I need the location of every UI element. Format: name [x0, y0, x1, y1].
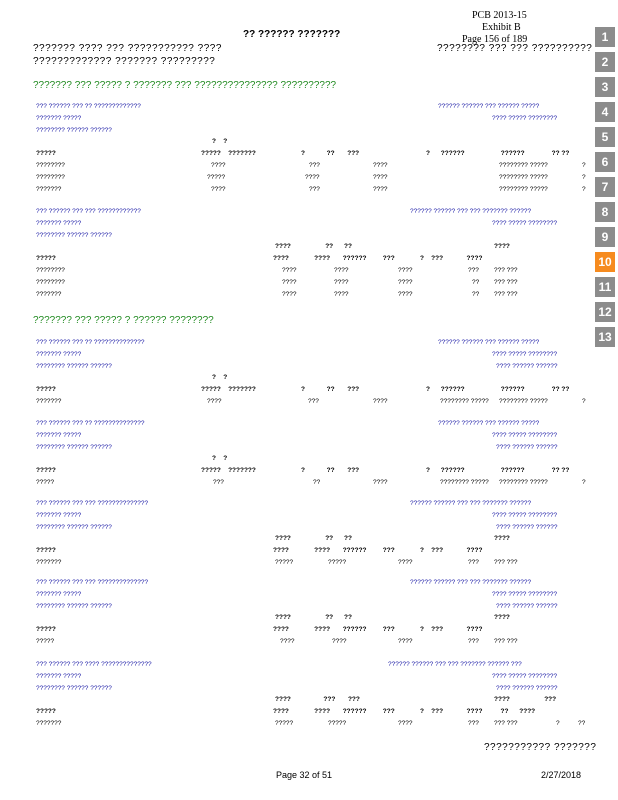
record-block-line: ??? ?????? ??? ??? ????????????: [36, 208, 141, 215]
table-cell: ????: [398, 638, 413, 645]
table-cell: ??: [472, 279, 480, 286]
table-cell: ???: [213, 479, 224, 486]
table-header-row: ???? ?? ??: [275, 614, 352, 621]
table-header-row: ????? ??????? ? ?? ???: [201, 386, 360, 393]
record-block-right: ???? ?????? ??????: [496, 363, 558, 370]
table-cell: ?: [582, 479, 586, 486]
table-cell: ?: [582, 186, 586, 193]
table-header-row: ???? ???: [494, 696, 557, 703]
record-block-right: ?????? ?????? ??? ??? ??????? ??????: [410, 500, 532, 507]
header-right-line1: ???????? ??? ??? ??????????: [437, 43, 593, 54]
table-header-row: ????? ??????? ? ?? ???: [201, 467, 360, 474]
table-header-row: ????: [494, 243, 510, 250]
record-block-line: ??????? ?????: [36, 512, 82, 519]
record-block-right: ?????? ?????? ??? ?????? ?????: [438, 339, 540, 346]
table-cell: ?????: [275, 720, 294, 727]
table-cell: ???????? ?????: [499, 174, 548, 181]
record-block-line: ???????? ?????? ??????: [36, 127, 112, 134]
table-cell: ????: [373, 162, 388, 169]
table-cell: ????: [282, 279, 297, 286]
table-header-row: ? ?????? ?????? ?? ??: [426, 386, 570, 393]
page-link-13[interactable]: 13: [595, 327, 615, 347]
table-cell: ????: [373, 398, 388, 405]
table-header-row: ???? ?? ??: [275, 243, 352, 250]
table-cell: ???????? ?????: [499, 398, 548, 405]
table-cell: ????: [282, 267, 297, 274]
table-row: ???????: [36, 186, 62, 193]
table-cell: ???: [308, 398, 319, 405]
table-cell: ???: [309, 162, 320, 169]
column-marker: ? ?: [212, 455, 228, 462]
record-block-line: ??????? ?????: [36, 115, 82, 122]
table-header-row: ?????: [36, 386, 56, 393]
record-block-line: ??? ?????? ??? ?? ??????????????: [36, 339, 145, 346]
table-row: ???????: [36, 720, 62, 727]
table-cell: ????: [398, 291, 413, 298]
exhibit-code: PCB 2013-15: [472, 10, 527, 21]
table-cell: ???: [468, 559, 479, 566]
table-cell: ????: [305, 174, 320, 181]
record-block-right: ???? ?????? ??????: [496, 603, 558, 610]
record-block-right: ???? ????? ????????: [492, 512, 558, 519]
record-block-line: ???????? ?????? ??????: [36, 603, 112, 610]
table-cell: ??? ???: [494, 720, 518, 727]
record-block-line: ??? ?????? ??? ??? ??????????????: [36, 579, 149, 586]
section-heading-1: ??????? ??? ????? ? ??????? ??? ??????????????? ??????????: [33, 80, 337, 91]
record-block-right: ???? ?????? ??????: [496, 524, 558, 531]
table-cell: ???????? ?????: [499, 162, 548, 169]
record-block-right: ???? ????? ????????: [492, 115, 558, 122]
record-block-right: ?????? ?????? ??? ?????? ?????: [438, 420, 540, 427]
page-link-8[interactable]: 8: [595, 202, 615, 222]
record-block-line: ???????? ?????? ??????: [36, 685, 112, 692]
table-cell: ?: [556, 720, 560, 727]
exhibit-label: Exhibit B: [482, 22, 521, 33]
table-row: ???????: [36, 559, 62, 566]
table-cell: ???: [468, 638, 479, 645]
table-header-row: ???? ?? ??: [275, 535, 352, 542]
page-link-5[interactable]: 5: [595, 127, 615, 147]
table-row: ????????: [36, 267, 65, 274]
record-block-line: ??????? ?????: [36, 432, 82, 439]
table-cell: ???: [468, 267, 479, 274]
table-cell: ??? ???: [494, 291, 518, 298]
record-block-line: ??? ?????? ??? ??? ??????????????: [36, 500, 149, 507]
table-cell: ??? ???: [494, 279, 518, 286]
page-link-12[interactable]: 12: [595, 302, 615, 322]
table-cell: ????: [334, 267, 349, 274]
page-link-7[interactable]: 7: [595, 177, 615, 197]
record-block-line: ???????? ?????? ??????: [36, 363, 112, 370]
table-cell: ??: [472, 291, 480, 298]
header-left-line1: ??????? ???? ??? ??????????? ????: [33, 43, 222, 54]
table-cell: ???: [468, 720, 479, 727]
table-cell: ??? ???: [494, 638, 518, 645]
table-cell: ????: [211, 162, 226, 169]
section-heading-2: ??????? ??? ????? ? ?????? ????????: [33, 315, 214, 326]
header-left-line2: ????????????? ??????? ?????????: [33, 56, 216, 67]
table-header-row: ?????: [36, 255, 56, 262]
record-block-line: ???????? ?????? ??????: [36, 524, 112, 531]
table-header-row: ? ?????? ?????? ?? ??: [426, 467, 570, 474]
column-marker: ? ?: [212, 138, 228, 145]
table-header-row: ?????: [36, 626, 56, 633]
table-cell: ????: [334, 279, 349, 286]
table-cell: ????: [211, 186, 226, 193]
table-cell: ?????: [328, 559, 347, 566]
table-cell: ?????: [328, 720, 347, 727]
page-link-2[interactable]: 2: [595, 52, 615, 72]
table-cell: ???????? ?????: [499, 186, 548, 193]
table-cell: ??: [313, 479, 321, 486]
column-marker: ? ?: [212, 374, 228, 381]
table-header-row: ?????: [36, 547, 56, 554]
table-header-row: ????: [494, 535, 510, 542]
table-header-row: ?????: [36, 708, 56, 715]
page-number: Page 32 of 51: [276, 770, 333, 780]
record-block-line: ??? ?????? ??? ???? ??????????????: [36, 661, 152, 668]
page-link-11[interactable]: 11: [595, 277, 615, 297]
page-link-10-active[interactable]: 10: [595, 252, 615, 272]
table-row: ?????: [36, 638, 55, 645]
record-block-line: ???????? ?????? ??????: [36, 232, 112, 239]
record-block-line: ??????? ?????: [36, 591, 82, 598]
table-cell: ???: [309, 186, 320, 193]
record-block-right: ???? ?????? ??????: [496, 685, 558, 692]
record-block-line: ???????? ?????? ??????: [36, 444, 112, 451]
record-block-line: ??????? ?????: [36, 351, 82, 358]
table-cell: ????: [373, 174, 388, 181]
table-cell: ????: [373, 479, 388, 486]
table-row: ???????: [36, 398, 62, 405]
table-cell: ????: [398, 720, 413, 727]
table-row: ?????: [36, 479, 55, 486]
table-cell: ?????: [275, 559, 294, 566]
page-link-1[interactable]: 1: [595, 27, 615, 47]
record-block-right: ?????? ?????? ??? ??? ??????? ??????: [410, 579, 532, 586]
table-header-row: ???? ??? ???: [275, 696, 360, 703]
record-block-right: ???? ????? ????????: [492, 432, 558, 439]
table-cell: ?????: [207, 174, 226, 181]
table-header-row: ???? ???? ?????? ??? ? ??? ????: [273, 547, 483, 554]
table-header-row: ?????: [36, 467, 56, 474]
table-row: ????????: [36, 162, 65, 169]
table-header-row: ???? ???? ?????? ??? ? ??? ????: [273, 255, 483, 262]
document-date: 2/27/2018: [541, 770, 582, 780]
table-cell: ????: [398, 267, 413, 274]
table-cell: ????: [373, 186, 388, 193]
record-block-line: ??????? ?????: [36, 673, 82, 680]
table-header-row: ????? ??????? ? ?? ???: [201, 150, 360, 157]
table-cell: ?: [582, 162, 586, 169]
record-block-right: ?????? ?????? ??? ?????? ?????: [438, 103, 540, 110]
exhibit-page: Page 156 of 189: [462, 34, 528, 45]
page-link-4[interactable]: 4: [595, 102, 615, 122]
table-cell: ??? ???: [494, 267, 518, 274]
record-block-right: ?????? ?????? ??? ??? ??????? ??????: [410, 208, 532, 215]
table-cell: ????: [280, 638, 295, 645]
record-block-right: ???? ????? ????????: [492, 220, 558, 227]
table-row: ????????: [36, 174, 65, 181]
table-header-row: ???? ???? ?????? ??? ? ??? ???? ?? ????: [273, 708, 536, 715]
record-block-right: ???? ?????? ??????: [496, 444, 558, 451]
table-cell: ???????? ?????: [499, 479, 548, 486]
table-cell: ????: [334, 291, 349, 298]
table-cell: ????: [207, 398, 222, 405]
table-header-row: ?????: [36, 150, 56, 157]
record-block-right: ???? ????? ????????: [492, 673, 558, 680]
record-block-right: ???? ????? ????????: [492, 591, 558, 598]
table-header-row: ???? ???? ?????? ??? ? ??? ????: [273, 626, 483, 633]
table-cell: ?: [582, 398, 586, 405]
record-block-right: ?????? ?????? ??? ??? ??????? ?????? ???: [388, 661, 522, 668]
table-cell: ??: [578, 720, 586, 727]
page-link-9[interactable]: 9: [595, 227, 615, 247]
table-row: ???????: [36, 291, 62, 298]
table-cell: ???????? ?????: [440, 479, 489, 486]
table-cell: ??? ???: [494, 559, 518, 566]
tail-text: ??????????? ???????: [484, 742, 597, 753]
table-header-row: ? ?????? ?????? ?? ??: [426, 150, 570, 157]
record-block-line: ??? ?????? ??? ?? ??????????????: [36, 420, 145, 427]
page-navigator: [595, 27, 617, 352]
page-link-3[interactable]: 3: [595, 77, 615, 97]
page-link-6[interactable]: 6: [595, 152, 615, 172]
table-cell: ???????? ?????: [440, 398, 489, 405]
record-block-right: ???? ????? ????????: [492, 351, 558, 358]
table-header-row: ????: [494, 614, 510, 621]
table-cell: ????: [398, 559, 413, 566]
table-cell: ????: [398, 279, 413, 286]
table-row: ????????: [36, 279, 65, 286]
document-title: ?? ?????? ???????: [243, 29, 341, 40]
record-block-line: ??? ?????? ??? ?? ?????????????: [36, 103, 141, 110]
table-cell: ????: [332, 638, 347, 645]
table-cell: ????: [282, 291, 297, 298]
record-block-line: ??????? ?????: [36, 220, 82, 227]
table-cell: ?: [582, 174, 586, 181]
